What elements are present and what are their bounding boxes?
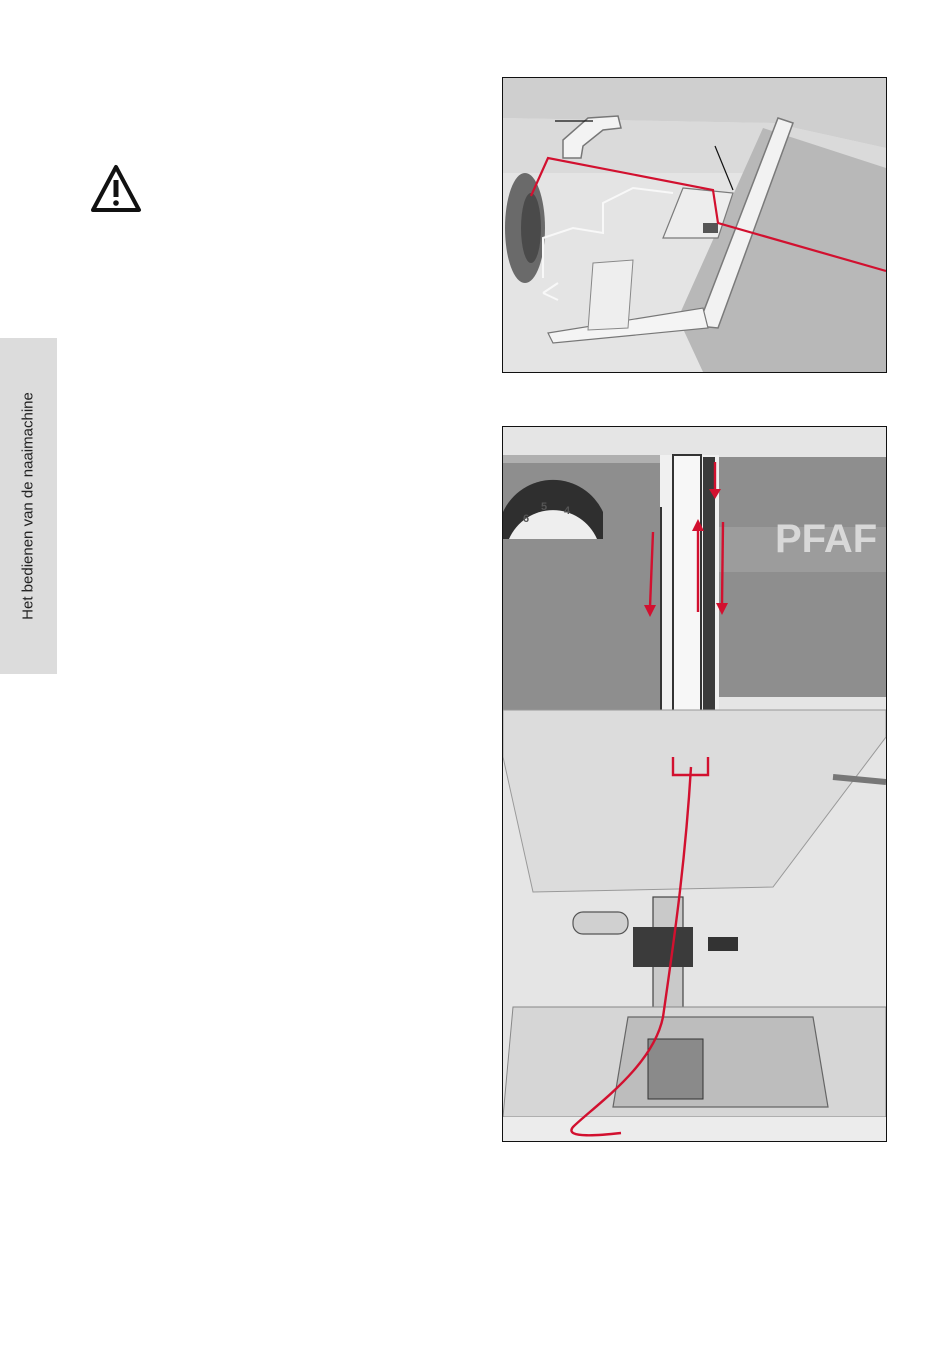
brand-text: PFAF <box>775 517 878 561</box>
dial-number: 5 <box>541 501 548 513</box>
warning-triangle-icon <box>90 164 142 214</box>
illustration-thread-guide <box>502 77 887 373</box>
dial-number: 6 <box>523 513 530 525</box>
threading-front-drawing <box>503 427 886 1141</box>
dial-number: 4 <box>564 505 571 517</box>
side-tab <box>0 338 57 674</box>
thread-guide-drawing <box>503 78 886 372</box>
side-tab-label: Het bedienen van de naaimachine <box>19 392 37 620</box>
illustration-threading-front <box>502 426 887 1142</box>
